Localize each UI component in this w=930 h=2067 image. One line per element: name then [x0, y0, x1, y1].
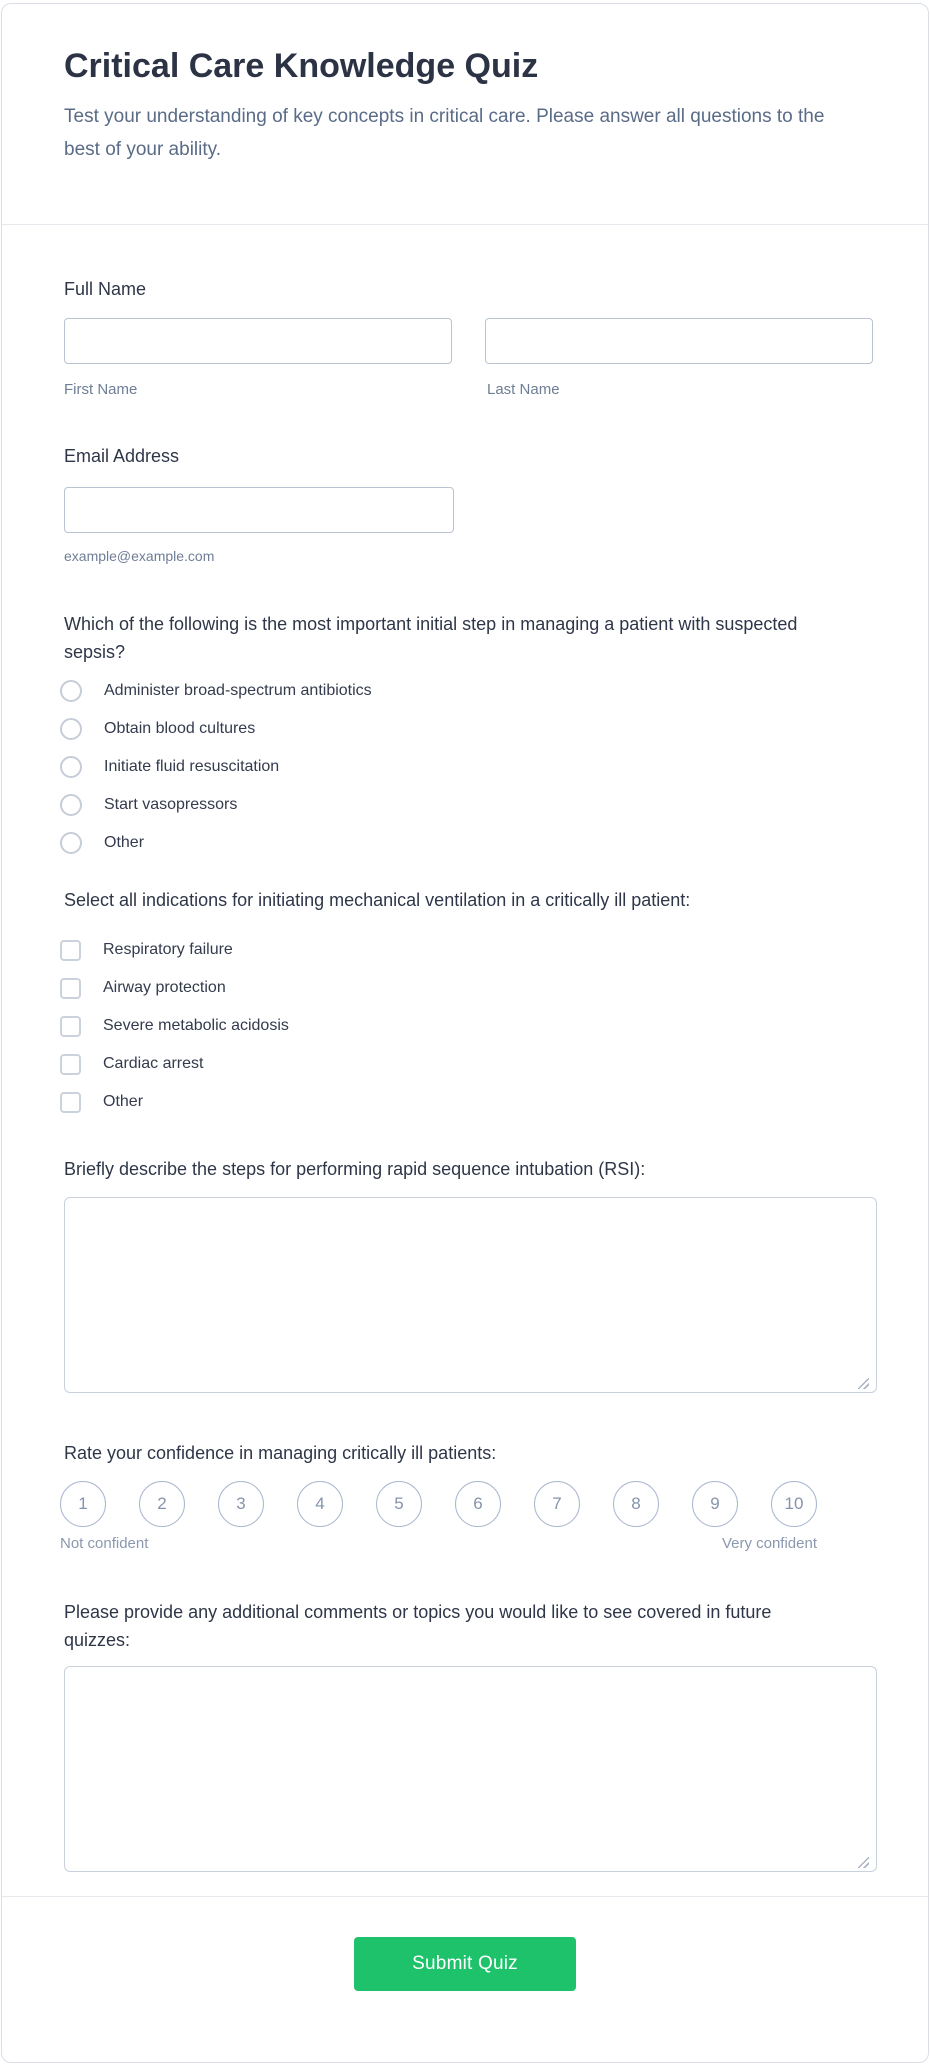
- rsi-textarea-wrap: [64, 1197, 873, 1393]
- radio-button[interactable]: [60, 794, 82, 816]
- radio-option-label: Start vasopressors: [104, 796, 238, 813]
- rating-min-label: Not confident: [60, 1535, 149, 1552]
- checkbox[interactable]: [60, 940, 81, 961]
- radio-option-row[interactable]: [60, 755, 873, 779]
- ventilation-question-label: Select all indications for initiating mechanical ventilation in a critically ill patient:: [64, 890, 691, 910]
- rating-circle[interactable]: [534, 1481, 580, 1527]
- radio-option-row[interactable]: [60, 793, 873, 817]
- page-title: Critical Care Knowledge Quiz: [64, 47, 539, 85]
- radio-option-label: Other: [104, 834, 145, 851]
- ventilation-checkbox-list: [64, 938, 873, 1114]
- checkbox-option-row[interactable]: [60, 938, 873, 962]
- rating-circle-number: 1: [78, 1494, 88, 1513]
- radio-option-row[interactable]: [60, 831, 873, 855]
- checkbox-option-label: Other: [103, 1093, 144, 1110]
- name-sublabels-row: [64, 381, 873, 399]
- rating-circle[interactable]: [455, 1481, 501, 1527]
- rating-circle-number: 9: [710, 1494, 720, 1513]
- form-card: [1, 3, 929, 2063]
- first-name-input[interactable]: [64, 318, 452, 364]
- checkbox[interactable]: [60, 1092, 81, 1113]
- checkbox[interactable]: [60, 978, 81, 999]
- rating-circle[interactable]: [218, 1481, 264, 1527]
- radio-option-label: Obtain blood cultures: [104, 720, 256, 737]
- radio-button[interactable]: [60, 680, 82, 702]
- rating-circle-number: 7: [552, 1494, 562, 1513]
- radio-option-row[interactable]: [60, 717, 873, 741]
- rating-circle[interactable]: [297, 1481, 343, 1527]
- radio-button[interactable]: [60, 718, 82, 740]
- comments-textarea-wrap: [64, 1666, 873, 1872]
- checkbox-option-label: Airway protection: [103, 979, 226, 996]
- sepsis-radio-list: [64, 679, 873, 855]
- rating-circle-number: 10: [784, 1494, 804, 1513]
- rating-circle[interactable]: [771, 1481, 817, 1527]
- first-name-sublabel: First Name: [64, 381, 138, 398]
- rating-circle-number: 2: [157, 1494, 167, 1513]
- rating-max-label: Very confident: [721, 1535, 817, 1552]
- checkbox[interactable]: [60, 1054, 81, 1075]
- checkbox-option-row[interactable]: [60, 1090, 873, 1114]
- last-name-sublabel: Last Name: [487, 381, 560, 398]
- rating-circle-number: 8: [631, 1494, 641, 1513]
- rating-circle-number: 4: [315, 1494, 325, 1513]
- radio-button[interactable]: [60, 832, 82, 854]
- email-sublabel: example@example.com: [64, 548, 215, 564]
- checkbox[interactable]: [60, 1016, 81, 1037]
- confidence-rating-scale: [60, 1481, 817, 1527]
- rsi-textarea[interactable]: [64, 1197, 877, 1393]
- rating-scale-labels: [60, 1535, 817, 1553]
- checkbox-option-row[interactable]: [60, 1052, 873, 1076]
- email-input[interactable]: [64, 487, 454, 533]
- rating-circle-number: 6: [473, 1494, 483, 1513]
- sepsis-question-label: Which of the following is the most important initial step in managing a patient with suspected sepsis?: [64, 614, 798, 662]
- form-body: [2, 278, 928, 1897]
- rating-circle[interactable]: [139, 1481, 185, 1527]
- full-name-label: Full Name: [64, 279, 147, 299]
- rating-circle[interactable]: [376, 1481, 422, 1527]
- checkbox-option-row[interactable]: [60, 1014, 873, 1038]
- radio-option-label: Administer broad-spectrum antibiotics: [104, 682, 372, 699]
- rating-circle-number: 3: [236, 1494, 246, 1513]
- form-header: [2, 4, 928, 225]
- name-inputs-row: [64, 318, 873, 364]
- page-subtitle: Test your understanding of key concepts in critical care. Please answer all questions to the best of your ability.: [64, 106, 825, 160]
- comments-question-label: Please provide any additional comments or topics you would like to see covered in future quizzes:: [64, 1602, 772, 1650]
- rating-circle[interactable]: [613, 1481, 659, 1527]
- checkbox-option-row[interactable]: [60, 976, 873, 1000]
- resize-grip-icon[interactable]: [858, 1378, 869, 1389]
- checkbox-option-label: Severe metabolic acidosis: [103, 1017, 289, 1034]
- confidence-question-label: Rate your confidence in managing critically ill patients:: [64, 1443, 497, 1463]
- email-label: Email Address: [64, 446, 180, 466]
- comments-textarea[interactable]: [64, 1666, 877, 1872]
- rating-circle-number: 5: [394, 1494, 404, 1513]
- last-name-input[interactable]: [485, 318, 873, 364]
- checkbox-option-label: Respiratory failure: [103, 941, 233, 958]
- radio-option-label: Initiate fluid resuscitation: [104, 758, 280, 775]
- radio-button[interactable]: [60, 756, 82, 778]
- resize-grip-icon[interactable]: [858, 1857, 869, 1868]
- form-footer: [2, 1897, 928, 2037]
- rating-circle[interactable]: [60, 1481, 106, 1527]
- checkbox-option-label: Cardiac arrest: [103, 1055, 204, 1072]
- rating-circle[interactable]: [692, 1481, 738, 1527]
- radio-option-row[interactable]: [60, 679, 873, 703]
- submit-quiz-button[interactable]: Submit Quiz: [354, 1937, 576, 1991]
- rsi-question-label: Briefly describe the steps for performing rapid sequence intubation (RSI):: [64, 1159, 646, 1179]
